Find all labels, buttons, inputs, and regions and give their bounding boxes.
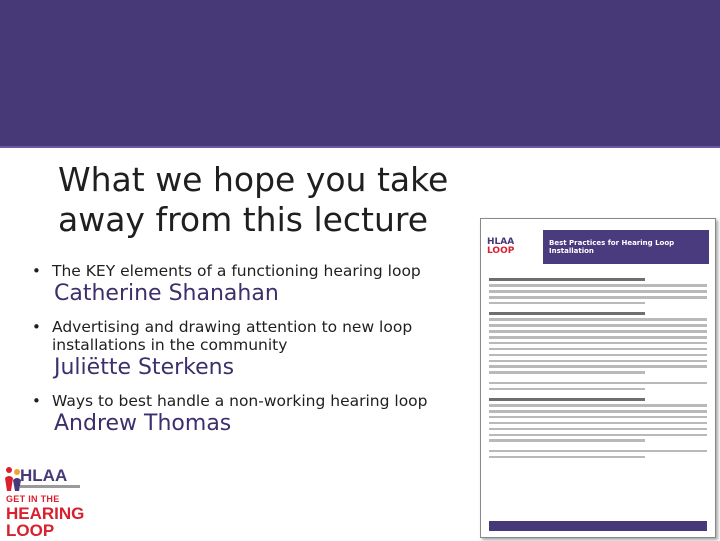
bullet-text: Ways to best handle a non-working hearing loop (52, 392, 428, 410)
document-logo-top: HLAA (487, 237, 515, 247)
logo-line3: LOOP (6, 521, 55, 540)
bullet-list (32, 262, 472, 448)
document-thumbnail (480, 218, 716, 538)
bullet-item (32, 262, 472, 308)
presenter-name: Juliëtte Sterkens (54, 355, 235, 380)
document-header (481, 219, 715, 275)
bullet-item (32, 318, 472, 382)
hlaa-logo (4, 462, 85, 540)
document-footer (489, 521, 707, 531)
document-banner: Best Practices for Hearing Loop Installation (543, 230, 709, 264)
bullet-item (32, 392, 472, 438)
document-logo (481, 238, 543, 256)
slide-title: What we hope you take away from this lecture (58, 160, 449, 239)
logo-line1: GET IN THE (6, 494, 60, 504)
bullet-text: Advertising and drawing attention to new loop installations in the community (52, 318, 413, 354)
document-logo-bottom: LOOP (487, 246, 515, 256)
logo-tagline (20, 485, 80, 488)
logo-line2: HEARING (6, 504, 85, 523)
presenter-name: Catherine Shanahan (54, 281, 279, 306)
header-band (0, 0, 720, 148)
bullet-marker: • (32, 318, 41, 336)
bullet-text: The KEY elements of a functioning hearing loop (52, 262, 421, 280)
logo-org: HLAA (20, 466, 68, 485)
presenter-name: Andrew Thomas (54, 411, 232, 436)
bullet-marker: • (32, 262, 41, 280)
bullet-marker: • (32, 392, 41, 410)
document-body (481, 278, 715, 458)
